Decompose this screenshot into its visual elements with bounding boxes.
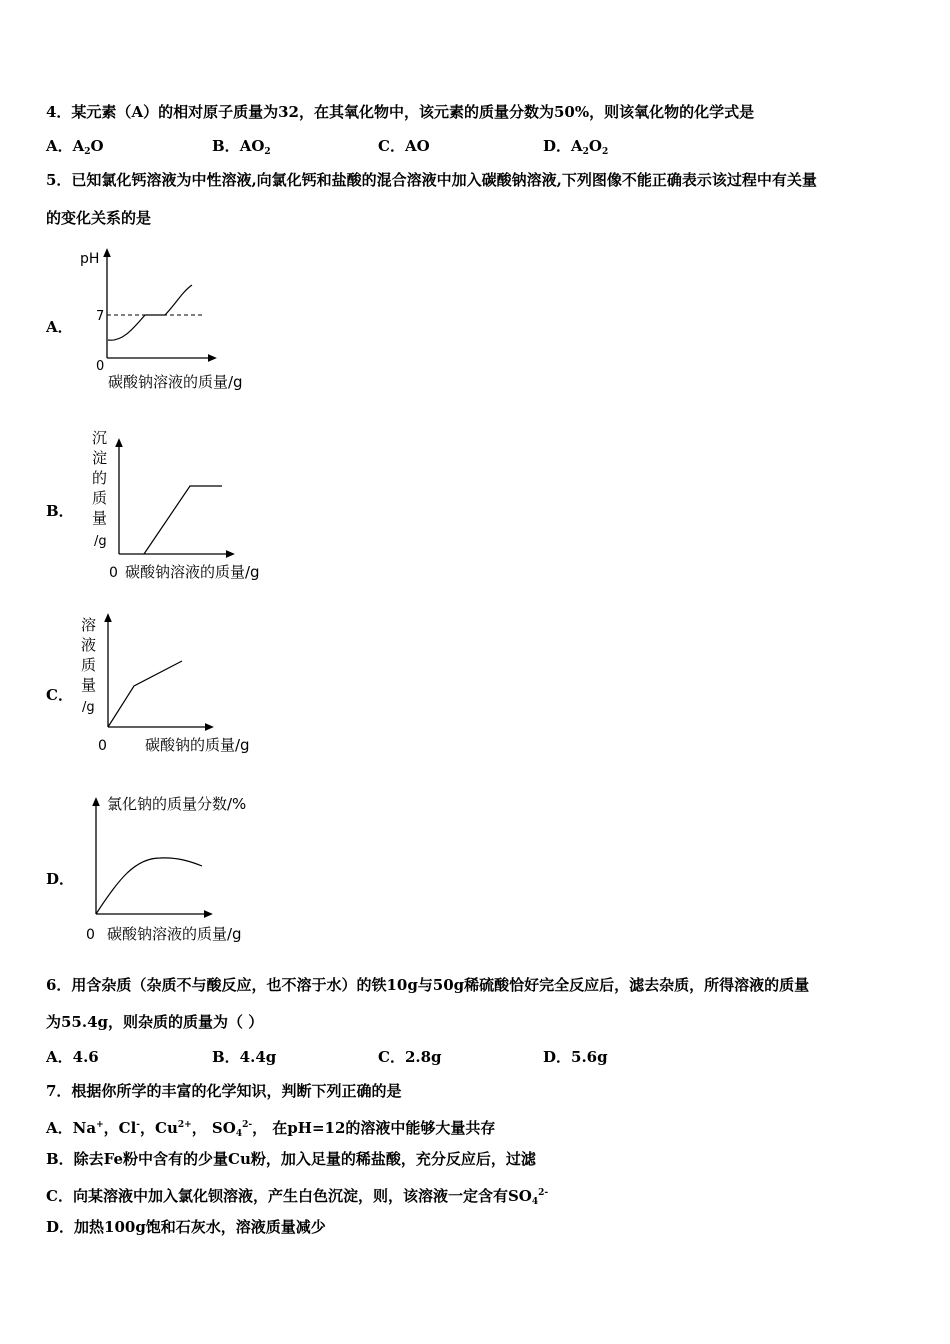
graph-d-x-label: 碳酸钠溶液的质量/g — [107, 925, 242, 943]
graph-c-y-label-4: /g — [82, 700, 95, 715]
graph-b-x-label: 碳酸钠溶液的质量/g — [125, 563, 260, 581]
graph-b-y-label-1: 淀 — [92, 449, 108, 467]
graph-c — [81, 616, 250, 754]
q5-option-a-label: A． — [46, 318, 73, 336]
graph-a-curve — [108, 285, 192, 340]
graph-b-y-label-0: 沉 — [92, 429, 108, 447]
q7-option-b: B．除去Fe粉中含有的少量Cu粉，加入足量的稀盐酸，充分反应后，过滤 — [46, 1150, 536, 1168]
graph-c-y-label-0: 溶 — [81, 616, 97, 634]
graph-c-y-label-3: 量 — [81, 676, 97, 694]
graph-c-line — [108, 661, 182, 727]
graph-c-y-label-2: 质 — [81, 656, 97, 674]
graph-b-y-label-5: /g — [94, 534, 107, 549]
graph-d-y-label: 氯化钠的质量分数/% — [107, 795, 247, 813]
graph-b-y-label-4: 量 — [92, 509, 108, 527]
q6-option-b: B．4.4g — [212, 1048, 277, 1066]
graph-b-y-label-2: 的 — [92, 469, 108, 487]
q4-option-d: D．$A_2O_2$ — [543, 137, 609, 157]
q4-option-a: A．$A_2O$ — [46, 137, 104, 157]
graph-c-x-label: 碳酸钠的质量/g — [145, 736, 250, 754]
q7-option-d: D．加热100g饱和石灰水，溶液质量减少 — [46, 1218, 326, 1236]
q5-option-b-label: B． — [46, 502, 74, 520]
graph-c-origin: 0 — [98, 738, 107, 754]
q4-stem: 4．某元素（A）的相对原子质量为32，在其氧化物中，该元素的质量分数为50%，则该氧化物的化学式是 — [46, 103, 755, 121]
graph-b-y-label-3: 质 — [92, 489, 108, 507]
graph-d — [86, 795, 246, 943]
graph-a — [80, 251, 243, 391]
q4-option-b: B．$AO_2$ — [212, 137, 271, 157]
graph-a-origin: 0 — [96, 359, 105, 374]
q5-option-c-label: C． — [46, 686, 73, 704]
q7-stem: 7．根据你所学的丰富的化学知识，判断下列正确的是 — [46, 1082, 402, 1100]
q7-option-c: C．向某溶液中加入氯化钡溶液，产生白色沉淀，则，该溶液一定含有$SO_4^{2-}$ — [46, 1187, 549, 1207]
q5-stem-line2: 的变化关系的是 — [46, 209, 152, 227]
q5-stem-line1: 5．已知氯化钙溶液为中性溶液,向氯化钙和盐酸的混合溶液中加入碳酸钠溶液,下列图像不能正确表示该过程中有关量 — [46, 171, 817, 189]
graph-b-origin: 0 — [109, 565, 118, 581]
q5-option-d-label: D． — [46, 870, 75, 888]
graph-d-origin: 0 — [86, 927, 95, 943]
graph-b-line — [144, 486, 222, 554]
q7-option-a: A．Na+，Cl-，$Cu^{2+}$， $SO_4^{2-}$， 在pH=12的溶液中能够大量共存 — [46, 1119, 496, 1139]
q6-stem-line1: 6．用含杂质（杂质不与酸反应，也不溶于水）的铁10g与50g稀硫酸恰好完全反应后，滤去杂质，所得溶液的质量 — [46, 976, 810, 994]
graph-b — [92, 429, 260, 581]
q6-option-c: C．2.8g — [378, 1048, 442, 1066]
graph-a-tick-7: 7 — [96, 309, 105, 324]
graph-c-y-label-1: 液 — [81, 636, 97, 654]
q4-option-c: C．AO — [378, 137, 430, 155]
q6-option-d: D．5.6g — [543, 1048, 608, 1066]
graph-d-curve — [96, 858, 202, 914]
q6-option-a: A．4.6 — [46, 1048, 99, 1066]
q6-stem-line2: 为55.4g，则杂质的质量为（ ） — [46, 1013, 264, 1031]
graph-a-y-label: pH — [80, 251, 100, 267]
graph-a-x-label: 碳酸钠溶液的质量/g — [108, 373, 243, 391]
